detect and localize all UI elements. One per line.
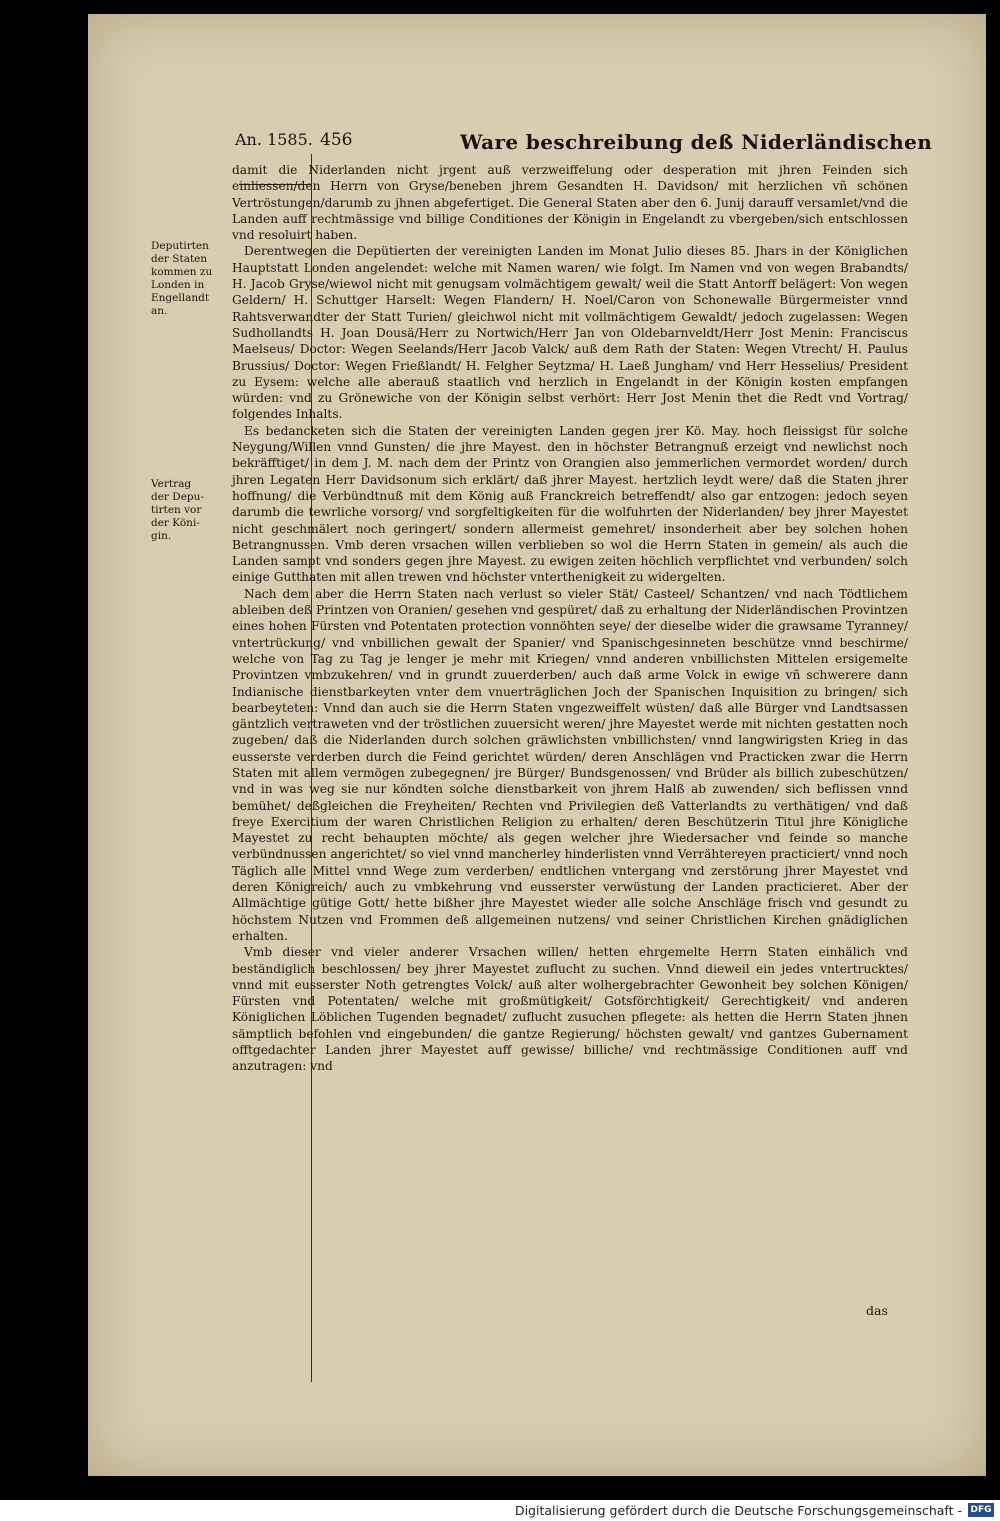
paragraph-5: Vmb dieser vnd vieler anderer Vrsachen willen/ hetten ehrgemelte Herrn Staten einhälich vnd beständiglich beschlossen/ bey jhrer Mayestet zuflucht zu suchen. Vnnd dieweil ein jedes vntertrucktes/ vnnd mit eusserster Noth getrengtes Volck/ auß alter wolhergebrachter Gewonheit bey solchen Königen/ Fürsten vnd Potentaten/ welche mit großmütigkeit/ Gotsförchtigkeit/ Gerechtigkeit/ vnd anderen Königlichen Löblichen Tugenden begnadet/ zuflucht zusuchen pflegete: als hetten die Herrn Staten jhnen sämptlich befohlen vnd eingebunden/ die gantze Regierung/ höchsten gewalt/ vnd gantzes Gubernament offtgedachter Landen jhrer Mayestet auff gewisse/ billiche/ vnd rechtmässige Conditionen auff vnd anzutragen: vnd — [232, 945, 908, 1074]
paragraph-2: Derentwegen die Depütierten der vereinigten Landen im Monat Julio dieses 85. Jhars in der Königlichen Hauptstatt Londen angelendet: welche mit Namen waren/ wie folgt. Im Namen vnd von wegen Brabandts/ H. Jacob Gryse/wiewol nicht mit genugsam volmächtigem gewalt/ weil die Statt Antorff belägert: Von wegen Geldern/ H. Schuttger Harselt: Wegen Flandern/ H. Noel/Caron von Schonewalle Bürgermeister vnnd Rahtsverwandter der Statt Turien/ gleichwol nicht mit vollmächtigem Gewaldt/ jedoch zugelassen: Wegen Sudhollandts H. Joan Dousä/Herr zu Nortwich/Herr Jan von Oldebarnveldt/Herr Jost Menin: Franciscus Maelseus/ Doctor: Wegen Seelands/Herr Jacob Valck/ auß dem Rath der Staten: Wegen Vtrecht/ H. Paulus Brussius/ Doctor: Wegen Frießlandt/ H. Felgher Seytzma/ H. Laeß Jungham/ vnd Herr Hesselius/ President zu Eysem: welche alle aberauß staatlich vnd herzlich in Engelandt in der Königin kosten empfangen würden: vnd zu Grönewiche von der Königin selbst verhört: Herr Jost Menin thet die Redt vnd Vortrag/ folgendes Inhalts. — [232, 244, 908, 422]
running-title: Ware beschreibung deß Niderländischen — [460, 130, 933, 154]
body-text — [232, 162, 908, 1075]
paragraph-3: Es bedancketen sich die Staten der vereinigten Landen gegen jrer Kö. May. hoch fleissigst für solche Neygung/Willen vnnd Gunsten/ die jhre Mayest. den in höchster Betrangnuß erzeigt vnd newlichst noch bekräfftiget/ in dem J. M. nach dem der Printz von Orangien also jemmerlichen vermordet worden/ durch jhren Legaten Herr Davidsonum sich erklärt/ daß jhrer Mayest. hertzlich leydt were/ daß die Staten jhrer hoffnung/ die Verbündtnuß mit dem König auß Franckreich betreffendt/ also gar entzogen: jedoch seyen darumb die tewrliche vorsorg/ vnd sorgfeltigkeiten für die wolfuhrten der Niderlanden/ bey jhrer Mayestet nicht geschmälert noch geringert/ sondern allermeist gemehret/ insonderheit aber bey solchen hohen Betrangnussen. Vmb deren vrsachen willen verblieben so wol die Herrn Staten in gemein/ als auch die Landen sampt vnd sonders gegen jhre Mayest. zu ewigen zeiten höchlich verpflichtet vnd verbunden/ solch einige Gutthaten mit allen trewen vnd höchster vnterthenigkeit zu widergelten. — [232, 423, 908, 585]
page-number: 456 — [320, 130, 353, 150]
dfg-logo: DFG — [968, 1503, 994, 1517]
footer-bar — [0, 1500, 1000, 1521]
margin-year: An. 1585. — [235, 130, 313, 149]
margin-note-treaty: Vertrag der Depu- tirten vor der Köni- gin. — [151, 478, 204, 542]
margin-note-deputies: Deputirten der Staten kommen zu Londen in Engellandt an. — [151, 240, 213, 317]
paragraph-4: Nach dem aber die Herrn Staten nach verlust so vieler Stät/ Casteel/ Schantzen/ vnd nach Tödtlichem ableiben deß Printzen von Oranien/ gesehen vnd gespüret/ daß zu erhaltung der Niderländischen Provintzen eines hohen Fürsten vnd Potentaten protection vonnöhten seye/ der dieselbe wider die grawsame Tyranney/ vntertrückung/ vnd vnbillichen gewalt der Spanier/ vnd Spanischgesinneten beschütze vnnd beschirme/ welche von Tag zu Tag je lenger je mehr mit Kriegen/ vnnd anderen vnbillichsten Mittelen ersigemelte Provintzen vmbzukehren/ vnd in grundt zuuerderben/ auch daß arme Volck in ewige vñ schwerere dann Indianische dienstbarkeyten vnter dem vnuerträglichen Joch der Spanischen Inquisition zu bringen/ sich bearbeyteten: Vnnd dan auch sie die Herrn Staten vngezweiffelt wüsten/ daß alle Bürger vnd Landtsassen gäntzlich vertraweten vnd der tröstlichen zuuersicht weren/ jhre Mayestet werde mit nichten gestatten noch zugeben/ daß die Niderlanden durch solchen gräwlichsten vnbillichsten/ vnnd langwirigsten Krieg in das eusserste verderben durch die Feind gerichtet würden/ deren Anschlägen vnd Practicken zwar die Herrn Staten mit allem vermögen zubegegnen/ jre Bürger/ Bundsgenossen/ vnd Brüder als billich zubeschützen/ vnd in was weg sie nur köndten solche dienstbarkeit von jhrem Halß ab zuwenden/ sich beflissen vnnd bemühet/ deßgleichen die Freyheiten/ Rechten vnd Privilegien deß Vatterlandts zu verthätigen/ vnd daß freye Exercitium der waren Christlichen Religion zu erhalten/ deren Beschützerin Titul jhre Königliche Mayestet zu recht behaupten möchte/ als gegen welcher jhre Wiedersacher vnd feinde so manche verbündnussen angerichtet/ so viel vnnd mancherley hinderlisten vnnd Verrähtereyen practiciert/ vnnd noch Täglich alle Mittel vnnd Wege zum verderben/ endtlichen vntergang vnd zerstörung jhrer Mayestet vnd deren Königreich/ auch zu vmbkehrung vnd eusserster verwüstung der Landen practicieret. Aber der Allmächtige gütige Gott/ hette bißher jhre Mayestet wieder alle solche Anschläge frisch vnd gesundt zu höchstem Nutzen vnd Frommen deß allgemeinen nutzens/ vnd seiner Christlichen Kirchen gnädiglichen erhalten. — [232, 586, 908, 943]
paragraph-1: damit die Niderlanden nicht jrgent auß verzweiffelung oder desperation mit jhren Feinden sich einliessen/den Herrn von Gryse/beneben jhrem Gesandten H. Davidson/ mit herzlichen vñ schönen Vertröstungen/darumb zu jhnen abgefertiget. Die General Staten aber den 6. Junij darauff versamlet/vnd die Landen auff rechtmässige vnd billige Conditiones der Königin in Engelandt zu vbergeben/sich entschlossen vnd resoluirt haben. — [232, 163, 908, 243]
footer-credit: Digitalisierung gefördert durch die Deutsche Forschungsgemeinschaft - — [514, 1503, 962, 1518]
catchword: das — [866, 1303, 888, 1318]
